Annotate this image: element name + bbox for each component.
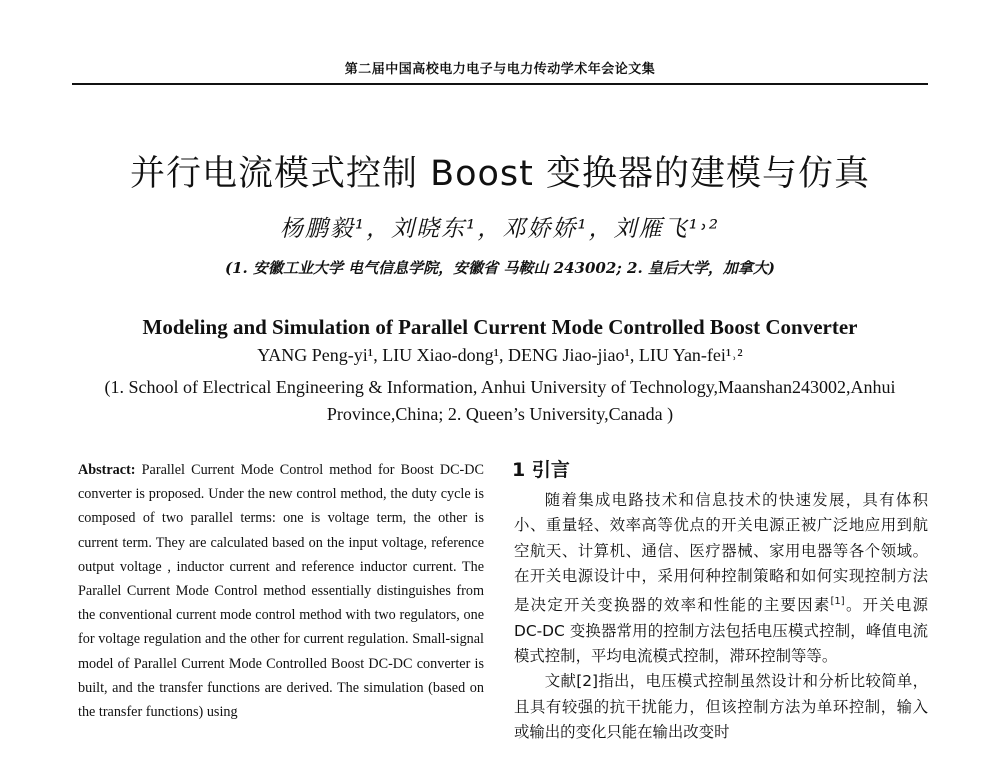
introduction-paragraph-1 (514, 488, 928, 669)
abstract-text: Parallel Current Mode Control method for Boost DC-DC converter is proposed. Under the new control method, the duty cycle is composed of two parallel terms: one is voltage term, the other is current term. They are calculated based on the input voltage, reference output voltage , inductor current and reference inductor current. The Parallel Current Mode Control method essentially distinguishes from the conventional current mode control method with two regulators, one for voltage regulation and the other for current regulation. Small-signal model of Parallel Current Mode Controlled Boost DC-DC converter is built, and the transfer functions are derived. The simulation (based on the transfer functions) using (78, 462, 484, 721)
english-title: Modeling and Simulation of Parallel Current Mode Controlled Boost Converter (142, 315, 858, 339)
citation-ref-1: [1] (830, 596, 845, 608)
paragraph-1-text: 随着集成电路技术和信息技术的快速发展，具有体积小、重量轻、效率高等优点的开关电源正被广泛地应用到航空航天、计算机、通信、医疗器械、家用电器等各个领域。在开关电源设计中，采用何种控制策略和如何实现控制方法是决定开关变换器的效率和性能的主要因素 (514, 491, 928, 615)
proceedings-header: 第二届中国高校电力电子与电力传动学术年会论文集 (344, 62, 656, 77)
header-rule (72, 83, 928, 85)
english-affiliation (80, 374, 920, 428)
introduction-body (514, 488, 928, 745)
introduction-paragraph-2: 文献[2]指出，电压模式控制虽然设计和分析比较简单，且具有较强的抗干扰能力，但该控制方法为单环控制，输入或输出的变化只能在输出改变时 (514, 672, 928, 741)
abstract-label: Abstract: (78, 462, 136, 478)
abstract (78, 458, 484, 724)
chinese-authors: 杨鹏毅¹，刘晓东¹，邓娇娇¹，刘雁飞¹˒² (279, 216, 721, 242)
section-heading-introduction: 1 引言 (512, 459, 570, 481)
chinese-affiliation: (1. 安徽工业大学 电气信息学院，安徽省 马鞍山 243002; 2. 皇后大学，加拿大) (224, 259, 775, 277)
english-affiliation-line1: (1. School of Electrical Engineering & Information, Anhui University of Technology,Maanshan243002,Anhui (104, 377, 896, 397)
english-affiliation-line2: Province,China; 2. Queen’s University,Canada ) (326, 404, 674, 424)
chinese-title: 并行电流模式控制 Boost 变换器的建模与仿真 (129, 154, 871, 194)
paragraph-1-text-cont: 。开关电源 DC-DC 变换器常用的控制方法包括电压模式控制，峰值电流模式控制，平均电流模式控制，滞环控制等等。 (514, 596, 928, 665)
english-authors: YANG Peng-yi¹, LIU Xiao-dong¹, DENG Jiao-jiao¹, LIU Yan-fei¹˒² (257, 345, 743, 365)
